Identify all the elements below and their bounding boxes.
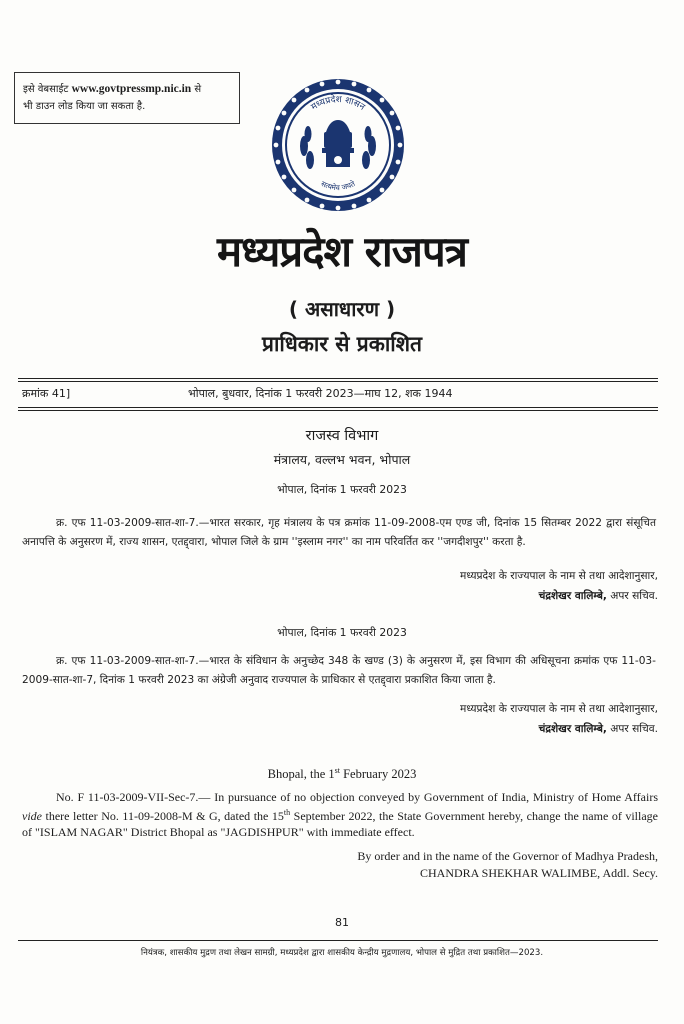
issue-date: भोपाल, बुधवार, दिनांक 1 फरवरी 2023—माघ 12, शक 1944 [188,387,453,400]
notice1-signatory: चंद्रशेखर वालिम्बे, [538,590,607,602]
website-note-prefix: इसे वेबसाईट [23,84,72,95]
website-note-line2: भी डाउन लोड किया जा सकता है. [23,101,146,112]
rule-mid-thin [18,410,658,411]
rule-mid [18,407,658,408]
rule-footer [18,940,658,941]
page-number: 81 [335,916,349,929]
gazette-subtitle: ( असाधारण ) [288,297,396,321]
notice1-designation: अपर सचिव. [606,590,658,602]
emblem-motto: सत्यमेव जयते [319,179,357,193]
notice1-date: भोपाल, दिनांक 1 फरवरी 2023 [277,483,407,496]
printer-imprint: नियंत्रक, शासकीय मुद्रण तथा लेखन सामग्री, मध्यप्रदेश द्वारा शासकीय केन्द्रीय मुद्रणालय, भोपाल से मुद्रित तथा प्रकाशित—2023. [140,948,544,958]
rule-top-thin [18,381,658,382]
state-emblem [268,76,408,214]
notice1-signature [539,589,658,603]
notice2-signatory: चंद्रशेखर वालिम्बे, [538,723,607,735]
emblem-top-text: मध्यप्रदेश शासन [309,94,367,113]
website-url: www.govtpressmp.nic.in [71,83,192,95]
gazette-authority: प्राधिकार से प्रकाशित [262,332,422,356]
notice2-date: भोपाल, दिनांक 1 फरवरी 2023 [277,626,407,639]
notice2-designation: अपर सचिव. [606,723,658,735]
notice2-text: क्र. एफ 11-03-2009-सात-शा-7.—भारत के संविधान के अनुच्छेद 348 के खण्ड (3) के अनुसरण में, इस विभाग की अधिसूचना क्रमांक एफ 11-03-2009-सात-शा-7, दिनांक 1 फरवरी 2023 का अंग्रेजी अनुवाद राज्यपाल के प्राधिकार से एतद्द्वारा प्रकाशित किया जाता है. [22,655,656,686]
notice2-signature [539,722,658,736]
rule-top [18,378,658,379]
gazette-title: मध्यप्रदेश राजपत्र [217,227,467,276]
english-notice-text: No. F 11-03-2009-VII-Sec-7.— In pursuance of no objection conveyed by Government of India, Ministry of Home Affairs vide there letter No. 11-09-2008-M & G, dated the 15th September 2022, the State Government hereby, change the name of village of "ISLAM NAGAR" District Bhopal as "JAGDISHPUR" with immediate effect. [22,790,658,839]
website-note [14,72,240,124]
issue-number: क्रमांक 41] [22,387,71,400]
english-date: Bhopal, the 1st February 2023 [267,766,417,782]
notice1-text: क्र. एफ 11-03-2009-सात-शा-7.—भारत सरकार, गृह मंत्रालय के पत्र क्रमांक 11-09-2008-एम एण्ड जी, दिनांक 15 सितम्बर 2022 द्वारा संसूचित अनापत्ति के अनुसरण में, राज्य शासन, एतद्द्वारा, भोपाल जिले के ग्राम ''इस्लाम नगर'' का नाम परिवर्तित कर ''जगदीशपुर'' करता है. [22,517,656,548]
notice1-order: मध्यप्रदेश के राज्यपाल के नाम से तथा आदेशानुसार, [460,570,658,582]
website-note-suffix: से [191,84,202,95]
department-address: मंत्रालय, वल्लभ भवन, भोपाल [273,452,411,467]
notice2-order: मध्यप्रदेश के राज्यपाल के नाम से तथा आदेशानुसार, [460,703,658,715]
department-name: राजस्व विभाग [305,428,379,444]
english-signatory: CHANDRA SHEKHAR WALIMBE, Addl. Secy. [419,866,658,880]
english-order: By order and in the name of the Governor of Madhya Pradesh, [357,849,658,863]
